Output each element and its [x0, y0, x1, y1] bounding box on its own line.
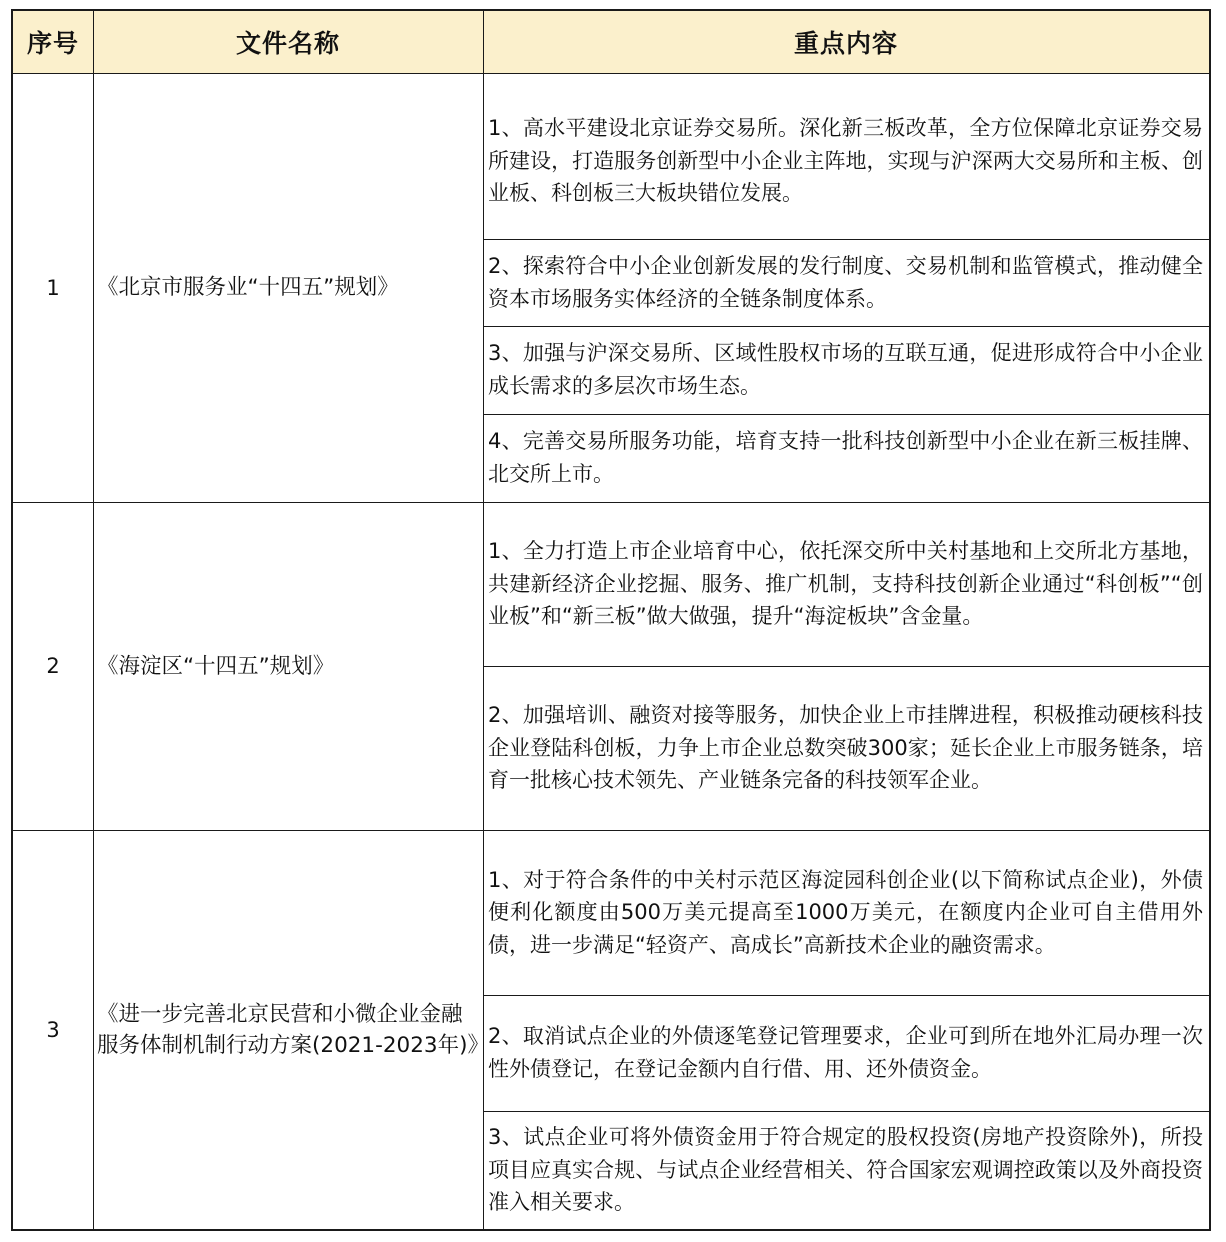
header-index: 序号: [26, 29, 79, 58]
header-key-content: 重点内容: [793, 29, 898, 58]
content-item: 1、高水平建设北京证券交易所。深化新三板改革，全方位保障北京证券交易所建设，打造服务创新型中小企业主阵地，实现与沪深两大交易所和主板、创业板、科创板三大板块错位发展。: [488, 116, 1203, 206]
row-index: 3: [46, 1017, 60, 1042]
content-item: 2、探索符合中小企业创新发展的发行制度、交易机制和监管模式，推动健全资本市场服务实体经济的全链条制度体系。: [488, 253, 1203, 311]
policy-table: [11, 9, 1211, 1231]
content-item: 4、完善交易所服务功能，培育支持一批科技创新型中小企业在新三板挂牌、北交所上市。: [488, 429, 1203, 486]
content-item: 2、取消试点企业的外债逐笔登记管理要求，企业可到所在地外汇局办理一次性外债登记，在登记金额内自行借、用、还外债资金。: [488, 1024, 1203, 1081]
content-item: 3、加强与沪深交易所、区域性股权市场的互联互通，促进形成符合中小企业成长需求的多层次市场生态。: [488, 341, 1203, 398]
content-item: 1、对于符合条件的中关村示范区海淀园科创企业(以下简称试点企业)，外债便利化额度由500万美元提高至1000万美元，在额度内企业可自主借用外债，进一步满足“轻资产、高成长”高新技术企业的融资需求。: [488, 867, 1203, 957]
file-name-cell: 《北京市服务业“十四五”规划》: [97, 275, 399, 300]
row-index: 2: [46, 654, 60, 678]
file-name-cell: 《海淀区“十四五”规划》: [97, 653, 335, 679]
content-item: 2、加强培训、融资对接等服务，加快企业上市挂牌进程，积极推动硬核科技企业登陆科创板，力争上市企业总数突破300家；延长企业上市服务链条，培育一批核心技术领先、产业链条完备的科技领军企业。: [488, 703, 1203, 793]
file-name-cell: 《进一步完善北京民营和小微企业金融服务体制机制行动方案(2021-2023年)》: [97, 1001, 489, 1058]
content-item: 1、全力打造上市企业培育中心，依托深交所中关村基地和上交所北方基地，共建新经济企业挖掘、服务、推广机制，支持科技创新企业通过“科创板”“创业板”和“新三板”做大做强，提升“海淀板块”含金量。: [488, 539, 1203, 629]
row-index: 1: [46, 275, 60, 300]
header-file-name: 文件名称: [235, 29, 340, 58]
content-item: 3、试点企业可将外债资金用于符合规定的股权投资(房地产投资除外)，所投项目应真实合规、与试点企业经营相关、符合国家宏观调控政策以及外商投资准入相关要求。: [488, 1125, 1203, 1215]
